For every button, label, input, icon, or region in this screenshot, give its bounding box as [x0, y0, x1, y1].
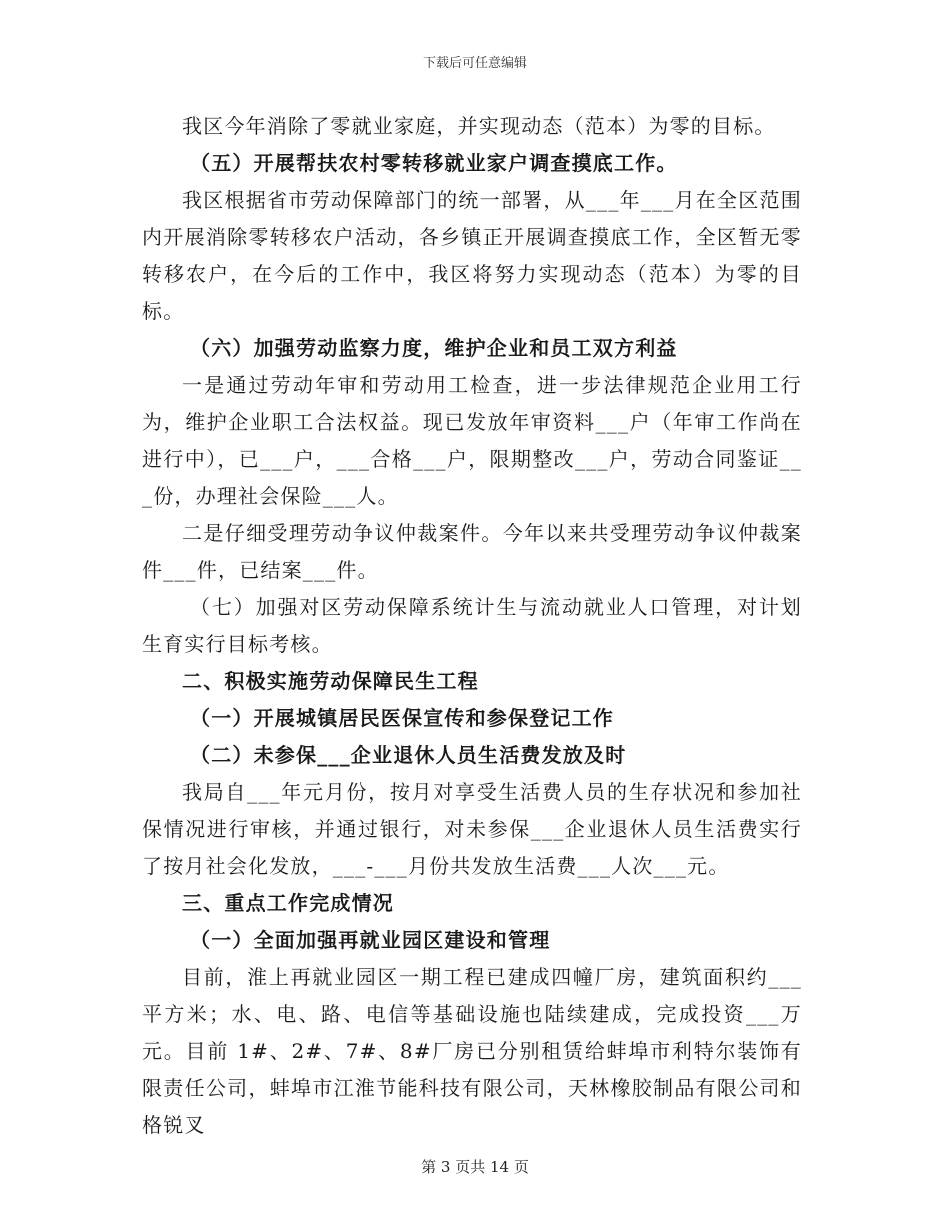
section-heading-6: （六）加强劳动监察力度，维护企业和员工双方利益: [190, 336, 678, 360]
paragraph-2: 我区根据省市劳动保障部门的统一部署，从___年___月在全区范围内开展消除零转移农户活动，各乡镇正开展调查摸底工作，全区暂无零转移农户，在今后的工作中，我区将努力实现动态（范本）为零的目标。: [142, 188, 802, 323]
chapter-heading-2: 二、积极实施劳动保障民生工程: [182, 669, 479, 693]
section-heading-2-2: （二）未参保___企业退休人员生活费发放及时: [190, 743, 627, 767]
section-heading-3-1: （一）全面加强再就业园区建设和管理: [190, 928, 551, 952]
chapter-heading-3: 三、重点工作完成情况: [182, 891, 394, 915]
page-footer: 第 3 页共 14 页: [421, 1158, 529, 1176]
paragraph-3: 一是通过劳动年审和劳动用工检查，进一步法律规范企业用工行为，维护企业职工合法权益。现已发放年审资料___户（年审工作尚在进行中），已___户，___合格___户，限期整改___户，劳动合同鉴证___份，办理社会保险___人。: [142, 373, 802, 508]
paragraph-4: 二是仔细受理劳动争议仲裁案件。今年以来共受理劳动争议仲裁案件___件，已结案___件。: [142, 521, 802, 582]
paragraph-6: 我局自___年元月份，按月对享受生活费人员的生存状况和参加社保情况进行审核，并通过银行，对未参保___企业退休人员生活费实行了按月社会化发放，___-___月份共发放生活费___人次___元。: [142, 780, 802, 878]
section-heading-2-1: （一）开展城镇居民医保宣传和参保登记工作: [190, 706, 614, 730]
paragraph-5: （七）加强对区劳动保障系统计生与流动就业人口管理，对计划生育实行目标考核。: [142, 595, 802, 656]
paragraph-1: 我区今年消除了零就业家庭，并实现动态（范本）为零的目标。: [182, 114, 776, 138]
page-header: 下载后可任意编辑: [422, 56, 527, 71]
paragraph-7: 目前，淮上再就业园区一期工程已建成四幢厂房，建筑面积约___平方米；水、电、路、电信等基础设施也陆续建成，完成投资___万元。目前 1#、2#、7#、8#厂房已分别租赁给蚌埠市利特尔装饰有限责任公司，蚌埠市江淮节能科技有限公司，天林橡胶制品有限公司和格锐叉: [142, 965, 802, 1137]
document-body: [142, 108, 802, 1144]
section-heading-5: （五）开展帮扶农村零转移就业家户调查摸底工作。: [190, 151, 678, 175]
